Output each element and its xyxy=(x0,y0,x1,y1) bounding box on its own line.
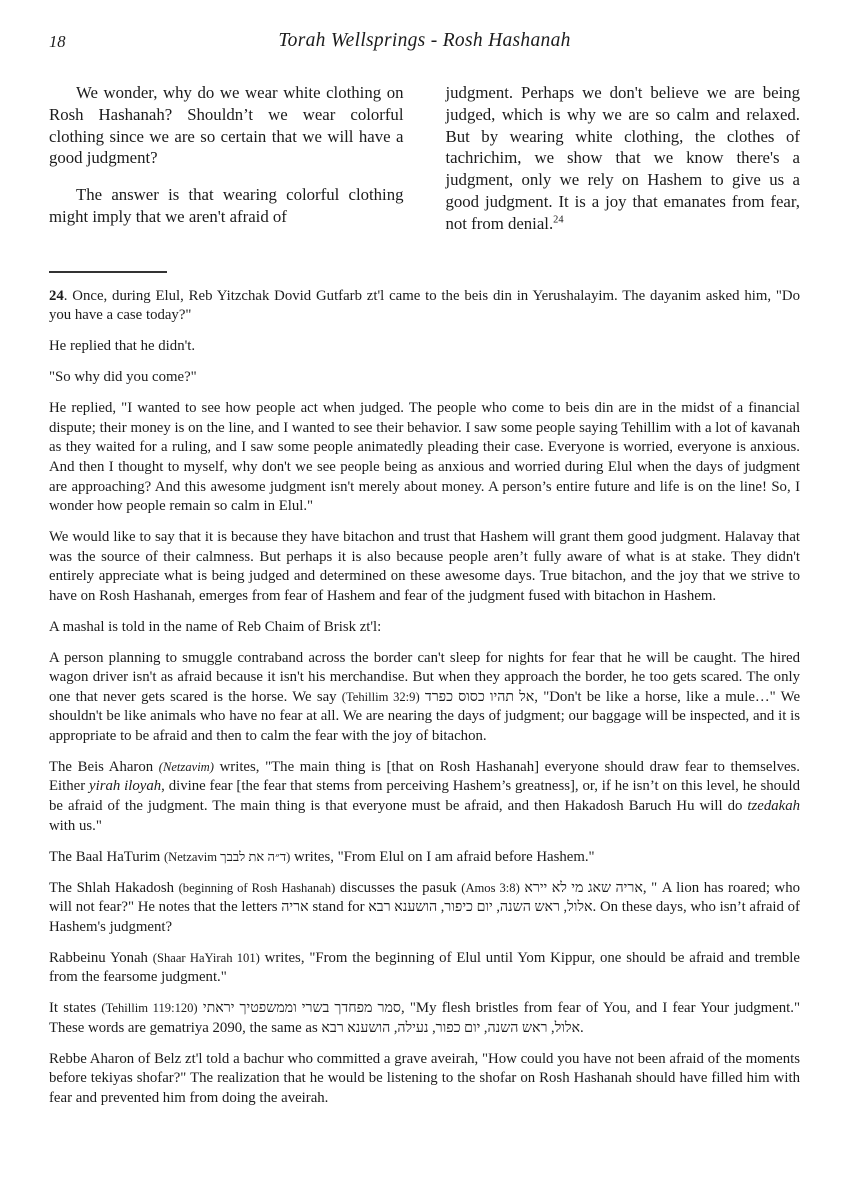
text-run: A person planning to smuggle contraband across the border can't sleep for nights for fear that he will be caught. The hired wagon driver isn't as afraid because it isn't his merchandise. But when they approach the border, he too gets scared. The only one that never gets scared is the horse. We say xyxy=(49,649,800,705)
text-run: writes, "From the beginning of Elul until Yom Kippur, one should be afraid and tremble from the fearsome judgment." xyxy=(49,949,800,986)
text-run: . On these days, who isn’t afraid of Hashem's judgment? xyxy=(49,899,800,935)
paragraph xyxy=(49,999,800,1038)
paragraph xyxy=(446,82,801,235)
text-run: , divine fear [the fear that stems from perceiving Hashem’s greatness], or, if he isn’t on this level, he should be afraid of the judgment. The main thing is that everyone must be afraid, and then Hakadosh Baruch Hu will do xyxy=(49,778,800,814)
text-run: , "Don't be like a horse, like a mule…" We shouldn't be like animals who have no fear at all. We are nearing the days of judgment; our baggage will be inspected, and it is appropriate to be afraid and then to calm the fear with the joy of bitachon. xyxy=(49,688,801,744)
hebrew-text-run: אלול, ראש השנה, יום כפור, נעילה, הושענא רבא xyxy=(321,1019,581,1036)
paragraph xyxy=(49,184,404,228)
text-run: (Tehillim 119:120) xyxy=(101,1001,198,1016)
body-columns xyxy=(49,82,800,250)
text-run: Rabbeinu Yonah xyxy=(49,949,153,966)
paragraph xyxy=(49,949,800,988)
footnote-separator xyxy=(49,271,167,273)
text-run: judgment. Perhaps we don't believe we are being judged, which is why we are so calm and relaxed. But by wearing white clothing, the clothes of tachrichim, we show that we know there's a judgment, only we rely on Hashem to give us a good judgment. It is a joy that emanates from fear, not from denial. xyxy=(445,83,800,233)
hebrew-text-run: ד״ה את לבבך xyxy=(220,848,287,864)
text-run: We would like to say that it is because they have bitachon and trust that Hashem will grant them good judgment. Halavay that was the source of their calmness. But perhaps it is also because people aren’t fully aware of what is at stake. They didn't entirely appreciate what is being judged and determined on these awesome days. True bitachon, and the joy that we strive to have on Rosh Hashanah, emerges from fear of Hashem and fear of the judgment fused with bitachon in Hashem. xyxy=(49,529,800,604)
text-run: 24 xyxy=(49,287,64,304)
footnote-section xyxy=(49,287,800,1109)
text-run: He replied, "I wanted to see how people act when judged. The people who come to beis din are in the midst of a financial dispute; their money is on the line, and I wanted to see their behavior. I saw some people saying Tehillim with a lot of kavanah as they waited for a ruling, and I saw some people animatedly pleading their case. Everyone is worried, everyone is anxious. And then I thought to myself, why don't we see people being as anxious and worried during Elul when the days of judgment are approaching? And this awesome judgment isn't merely about money. A person’s entire future and life is on the line! So, I wonder how people remain so calm in Elul." xyxy=(49,400,800,515)
text-run: tzedakah xyxy=(747,797,800,814)
paragraph xyxy=(49,528,800,606)
text-run: discusses the pasuk xyxy=(335,879,462,896)
text-run: (Tehillim 32:9) xyxy=(341,689,420,704)
hebrew-text-run: אל תהיו כסוס כפרד xyxy=(424,688,535,705)
paragraph xyxy=(49,368,800,388)
text-run: yirah iloyah xyxy=(89,778,162,795)
text-run: stand for xyxy=(308,899,369,916)
text-run: . Once, during Elul, Reb Yitzchak Dovid Gutfarb zt'l came to the beis din in Yerushalayim. The dayanim asked him, "Do you have a case today?" xyxy=(49,287,800,324)
text-run: The Shlah Hakadosh xyxy=(49,879,179,896)
text-run: writes, "From Elul on I am afraid before Hashem." xyxy=(290,848,595,865)
text-run: (beginning of Rosh Hashanah) xyxy=(178,880,336,895)
text-run: writes, "The main thing is [that on Rosh Hashanah] everyone should draw fear to themselves. Either xyxy=(49,758,801,795)
text-run: (Amos 3:8) xyxy=(461,880,520,895)
text-run: We wonder, why do we wear white clothing on Rosh Hashanah? Shouldn’t we wear colorful clothing since we are so certain that we will have a good judgment? xyxy=(49,83,404,168)
paragraph xyxy=(49,337,800,357)
paragraph xyxy=(49,1050,800,1109)
paragraph xyxy=(49,848,800,868)
footnote-reference-superscript: 24 xyxy=(553,214,564,226)
hebrew-text-run: אריה שאג מי לא יירא xyxy=(524,879,643,896)
paragraph xyxy=(49,879,800,938)
page-header xyxy=(49,30,800,58)
hebrew-text-run: אריה xyxy=(281,899,309,916)
text-run: A mashal is told in the name of Reb Chaim of Brisk zt'l: xyxy=(49,618,382,635)
text-run: (Netzavim) xyxy=(158,759,214,774)
text-run: It states xyxy=(49,1000,102,1017)
hebrew-text-run: סמר מפחדך בשרי וממשפטיך יראתי xyxy=(202,1000,401,1017)
text-run: He replied that he didn't. xyxy=(49,338,196,355)
text-run: , "My flesh bristles from fear of You, and I fear Your judgment." These words are gematriya 2090, the same as xyxy=(49,1000,800,1036)
text-run: Rebbe Aharon of Belz zt'l told a bachur who committed a grave aveirah, "How could you have not been afraid of the moments before tekiyas shofar?" The realization that he would be listening to the shofar on Rosh Hashanah should have filled him with fear and prevented him from doing the aveirah. xyxy=(49,1050,800,1106)
page-title: Torah Wellsprings - Rosh Hashanah xyxy=(278,30,571,51)
paragraph xyxy=(49,649,800,747)
column-right xyxy=(446,82,801,250)
hebrew-text-run: אלול, ראש השנה, יום כיפור, הושענא רבא xyxy=(368,899,593,916)
page-number: 18 xyxy=(49,32,66,51)
paragraph xyxy=(49,618,800,638)
paragraph xyxy=(49,287,800,326)
text-run: . xyxy=(580,1019,584,1036)
text-run: with us." xyxy=(49,817,102,834)
paragraph xyxy=(49,758,800,836)
text-run: (Netzavim xyxy=(163,849,221,864)
text-run: "So why did you come?" xyxy=(49,369,197,386)
text-run: , " A lion has roared; who will not fear?" He notes that the letters xyxy=(49,879,801,916)
column-left xyxy=(49,82,404,250)
paragraph xyxy=(49,399,800,516)
text-run: ) xyxy=(286,849,291,864)
text-run: The answer is that wearing colorful clothing might imply that we aren't afraid of xyxy=(49,185,404,227)
paragraph xyxy=(49,82,404,169)
text-run: The Baal HaTurim xyxy=(49,848,164,865)
text-run: The Beis Aharon xyxy=(49,758,159,775)
text-run: (Shaar HaYirah 101) xyxy=(152,950,260,965)
